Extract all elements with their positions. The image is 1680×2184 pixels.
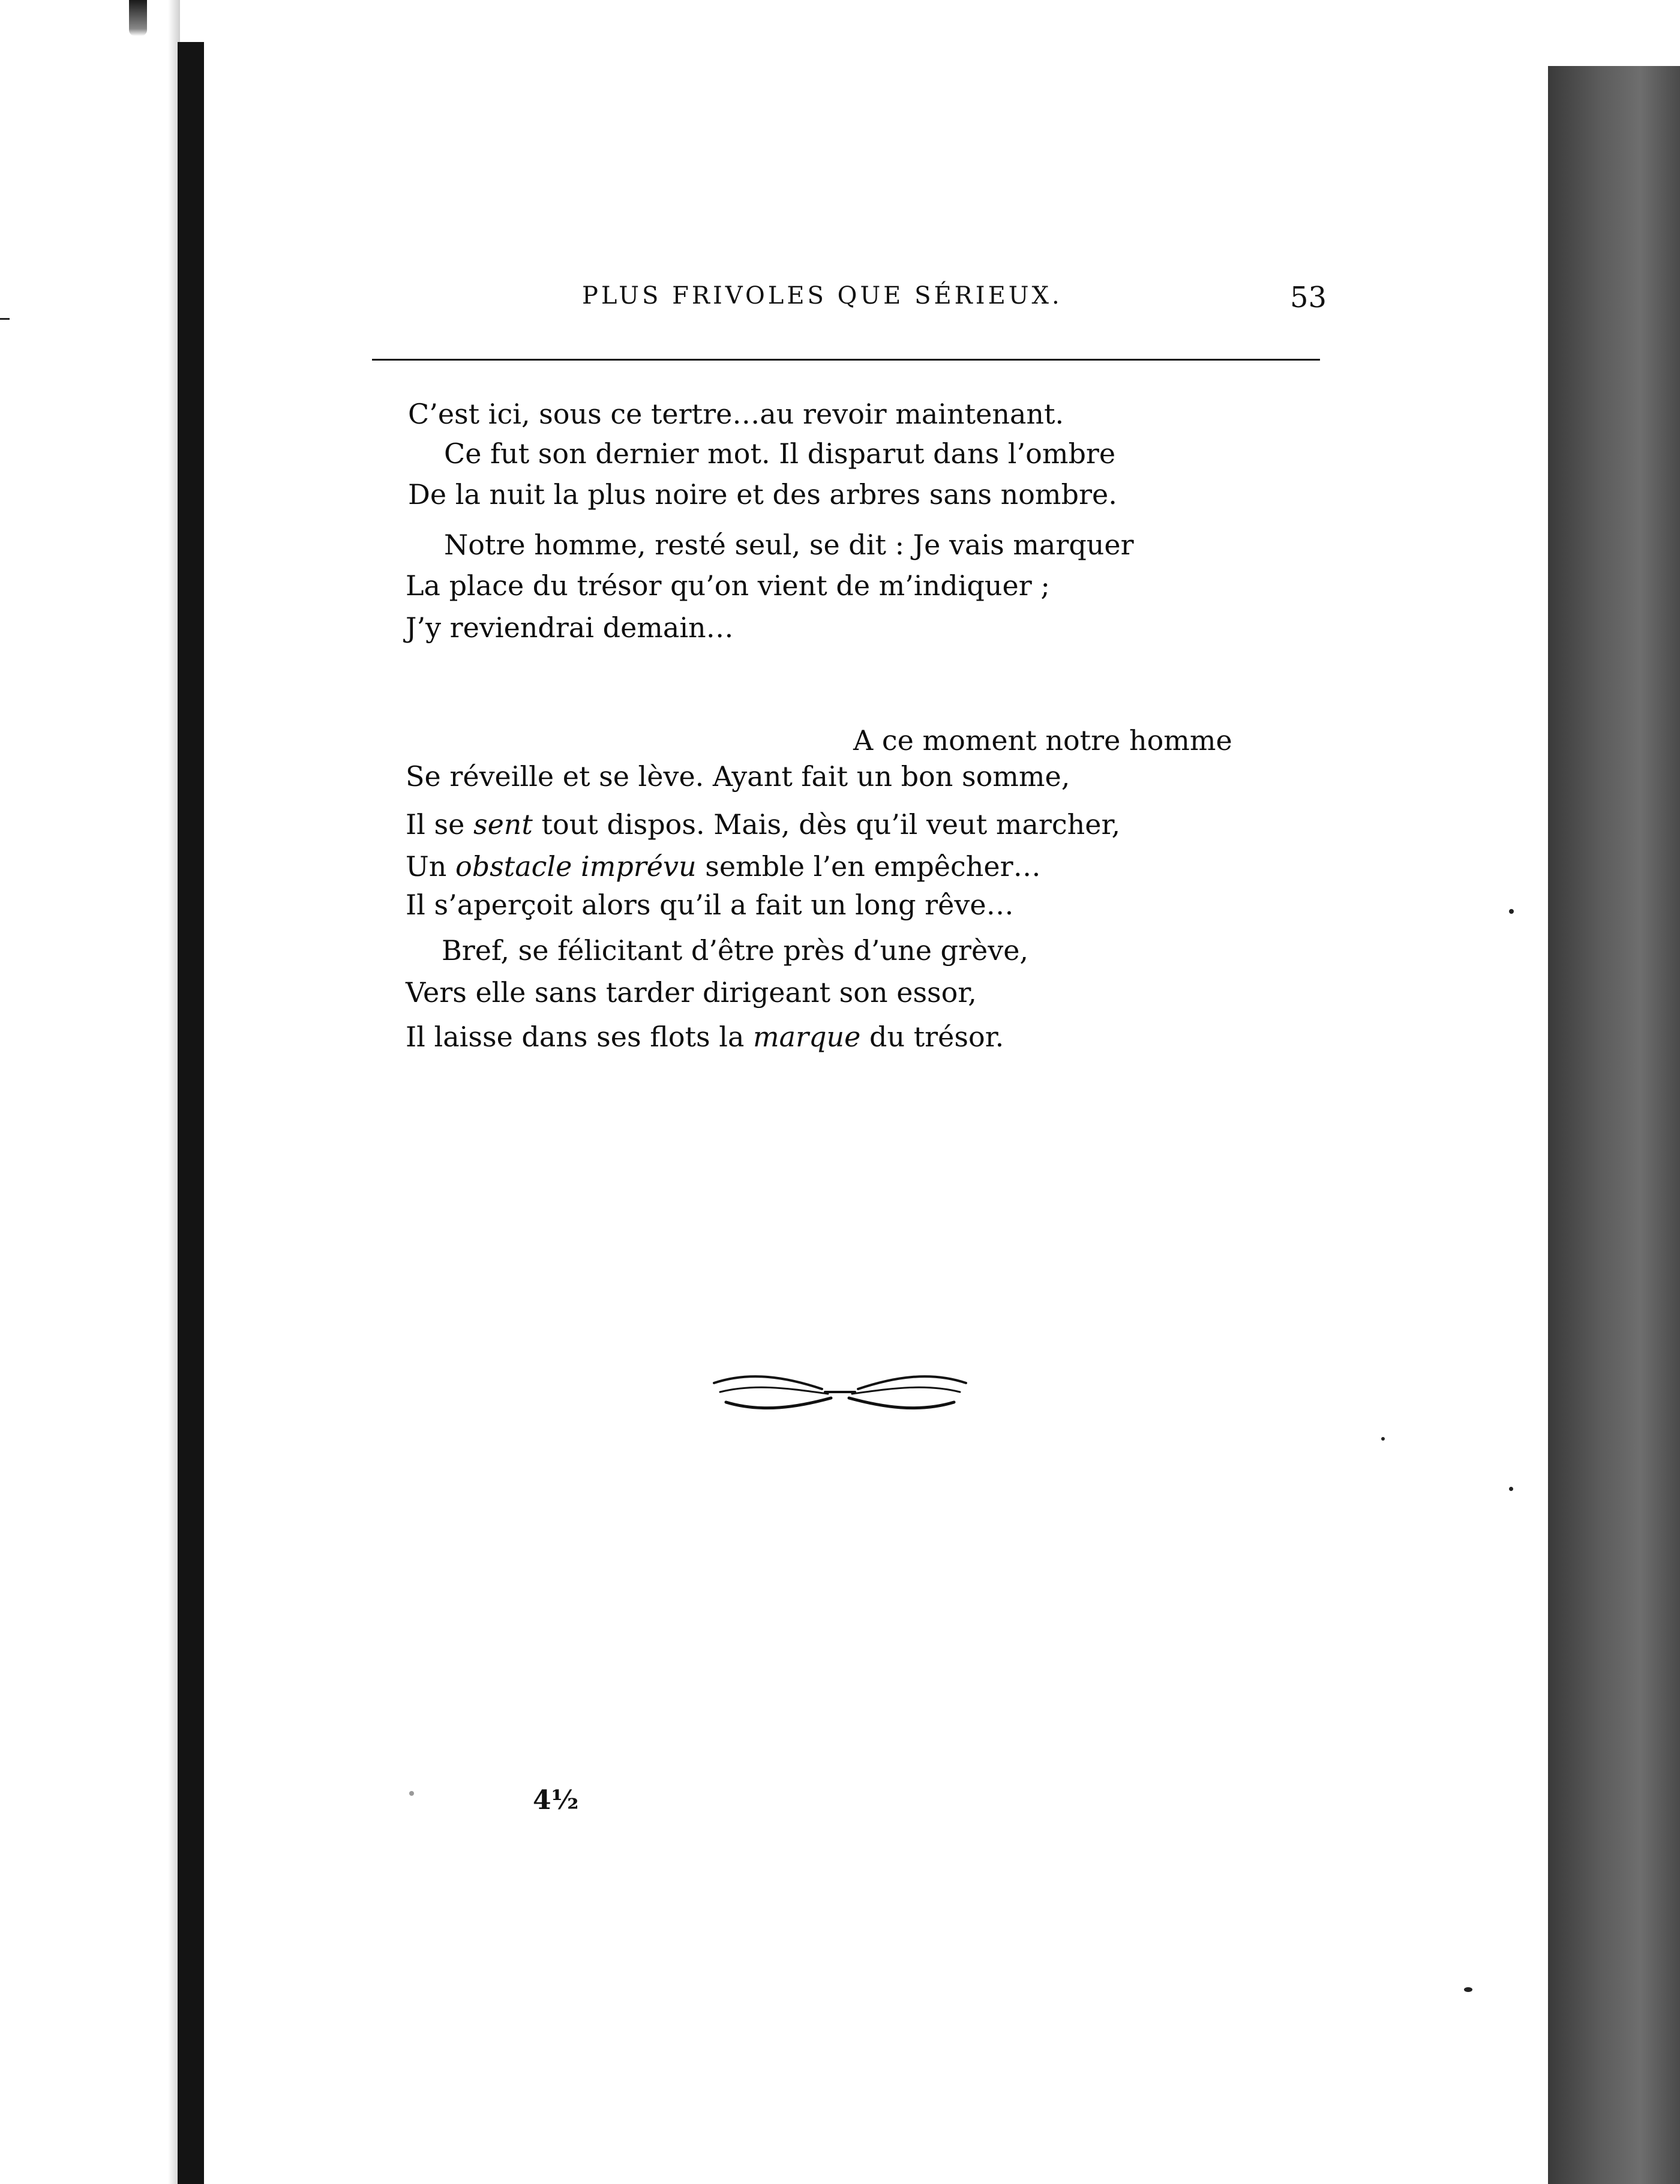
scan-speck bbox=[1509, 1487, 1513, 1491]
verse-line: Il s’aperçoit alors qu’il a fait un long rêve… bbox=[406, 889, 1014, 921]
verse-line: J’y reviendrai demain… bbox=[406, 611, 734, 644]
book-page bbox=[204, 42, 1548, 2184]
verse-text: Il se bbox=[406, 808, 473, 841]
verse-line: De la nuit la plus noire et des arbres sans nombre. bbox=[408, 478, 1117, 511]
scan-speck bbox=[1509, 909, 1514, 914]
verse-text: semble l’en empêcher… bbox=[696, 850, 1041, 883]
header-rule bbox=[372, 359, 1320, 361]
verse-text: tout dispos. Mais, dès qu’il veut marcher, bbox=[532, 808, 1121, 841]
italic-word: sent bbox=[473, 808, 533, 841]
verse-line: Notre homme, resté seul, se dit : Je vais marquer bbox=[444, 529, 1134, 561]
scan-speck bbox=[409, 1791, 414, 1796]
scan-top-margin bbox=[0, 0, 1680, 42]
binding-tab bbox=[129, 0, 147, 36]
verse-line: A ce moment notre homme bbox=[853, 724, 1232, 757]
verse-text: du trésor. bbox=[860, 1021, 1004, 1053]
page-number: 53 bbox=[1290, 281, 1327, 314]
book-gutter bbox=[178, 42, 204, 2184]
italic-phrase: obstacle imprévu bbox=[455, 850, 697, 883]
facing-page bbox=[0, 0, 180, 2184]
running-head: PLUS FRIVOLES QUE SÉRIEUX. bbox=[582, 282, 1063, 310]
verse-text: Un bbox=[406, 850, 456, 883]
verse-line: Se réveille et se lève. Ayant fait un bon somme, bbox=[406, 760, 1070, 793]
verse-line: Vers elle sans tarder dirigeant son essor, bbox=[406, 976, 977, 1009]
tailpiece-ornament-icon bbox=[708, 1365, 972, 1419]
verse-text: Il laisse dans ses flots la bbox=[406, 1021, 754, 1053]
facing-page-mark bbox=[0, 318, 10, 320]
page-edge-shadow bbox=[1548, 66, 1680, 2184]
verse-line: Ce fut son dernier mot. Il disparut dans l’ombre bbox=[444, 437, 1116, 470]
verse-line bbox=[406, 808, 1120, 841]
scan-speck bbox=[1381, 1437, 1385, 1441]
verse-line: C’est ici, sous ce tertre…au revoir maintenant. bbox=[408, 398, 1064, 430]
verse-line: Bref, se félicitant d’être près d’une grève, bbox=[442, 934, 1029, 967]
signature-mark: 4½ bbox=[533, 1785, 579, 1816]
verse-line: La place du trésor qu’on vient de m’indiquer ; bbox=[406, 569, 1050, 602]
verse-line bbox=[406, 1020, 1004, 1054]
verse-line bbox=[406, 850, 1041, 883]
scan-speck bbox=[1464, 1987, 1472, 1992]
italic-word: marque bbox=[753, 1021, 861, 1053]
